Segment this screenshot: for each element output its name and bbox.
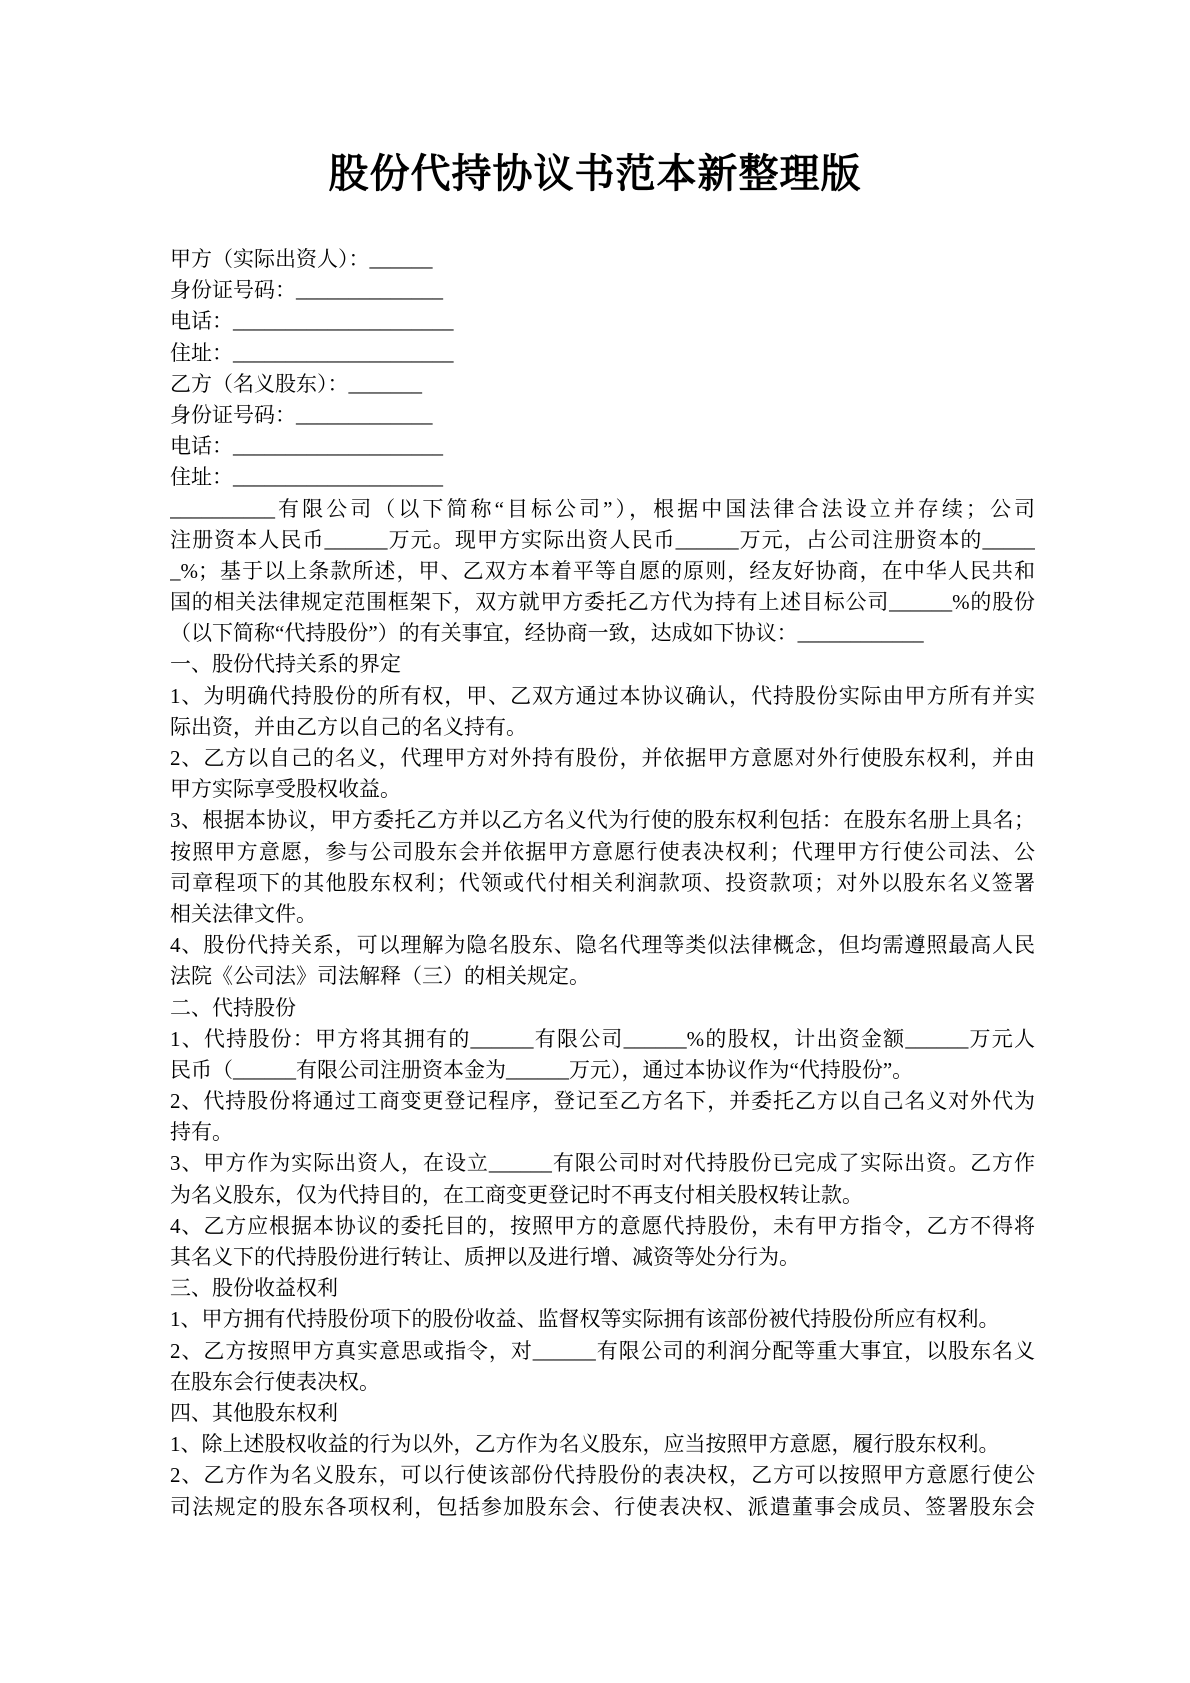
body-line: 1、甲方拥有代持股份项下的股份收益、监督权等实际拥有该部份被代持股份所应有权利。 [170, 1307, 1000, 1332]
body-line: 法院《公司法》司法解释（三）的相关规定。 [170, 964, 590, 989]
body-line: 司章程项下的其他股东权利；代领或代付相关利润款项、投资款项；对外以股东名义签署 [170, 870, 1035, 895]
body-line: 三、股份收益权利 [170, 1276, 338, 1301]
body-line: 注册资本人民币______万元。现甲方实际出资人民币______万元，占公司注册资本的_____ [170, 527, 1035, 552]
body-line: 2、乙方按照甲方真实意思或指令，对______有限公司的利润分配等重大事宜，以股东名义 [170, 1338, 1035, 1363]
body-line: 3、根据本协议，甲方委托乙方并以乙方名义代为行使的股东权利包括：在股东名册上具名； [170, 808, 1035, 833]
body-line: 四、其他股东权利 [170, 1400, 338, 1425]
body-line: （以下简称“代持股份”）的有关事宜，经协商一致，达成如下协议：____________ [170, 621, 924, 646]
body-line: 3、甲方作为实际出资人，在设立______有限公司时对代持股份已完成了实际出资。乙方作 [170, 1151, 1035, 1176]
body-line: 身份证号码：_____________ [170, 402, 433, 427]
body-line: 二、代持股份 [170, 995, 296, 1020]
body-line: 一、股份代持关系的界定 [170, 652, 401, 677]
document-body [170, 244, 1035, 1523]
body-line: 2、代持股份将通过工商变更登记程序，登记至乙方名下，并委托乙方以自己名义对外代为 [170, 1089, 1035, 1114]
body-line: 电话：____________________ [170, 434, 443, 459]
body-line: _%；基于以上条款所述，甲、乙双方本着平等自愿的原则，经友好协商，在中华人民共和 [170, 558, 1035, 583]
body-line: 为名义股东，仅为代持目的，在工商变更登记时不再支付相关股权转让款。 [170, 1182, 863, 1207]
body-line: 司法规定的股东各项权利，包括参加股东会、行使表决权、派遣董事会成员、签署股东会 [170, 1494, 1035, 1519]
body-line: 相关法律文件。 [170, 901, 317, 926]
body-line: 住址：____________________ [170, 465, 443, 490]
body-line: 乙方（名义股东）：_______ [170, 371, 422, 396]
body-line: 1、代持股份：甲方将其拥有的______有限公司______%的股权，计出资金额______万元人 [170, 1026, 1035, 1051]
body-line: 4、乙方应根据本协议的委托目的，按照甲方的意愿代持股份，未有甲方指令，乙方不得将 [170, 1213, 1035, 1238]
body-line: 1、除上述股权收益的行为以外，乙方作为名义股东，应当按照甲方意愿，履行股东权利。 [170, 1432, 1000, 1457]
body-line: 2、乙方作为名义股东，可以行使该部份代持股份的表决权，乙方可以按照甲方意愿行使公 [170, 1463, 1035, 1488]
body-line: 在股东会行使表决权。 [170, 1369, 380, 1394]
body-line: 持有。 [170, 1120, 233, 1145]
body-line: 1、为明确代持股份的所有权，甲、乙双方通过本协议确认，代持股份实际由甲方所有并实 [170, 683, 1035, 708]
body-line: 际出资，并由乙方以自己的名义持有。 [170, 714, 527, 739]
body-line: 其名义下的代持股份进行转让、质押以及进行增、减资等处分行为。 [170, 1245, 800, 1269]
body-line: 民币（______有限公司注册资本金为______万元），通过本协议作为“代持股份”。 [170, 1057, 914, 1082]
body-line: 住址：_____________________ [170, 340, 454, 365]
body-line: 甲方实际享受股权收益。 [170, 777, 401, 802]
body-line: 甲方（实际出资人）：______ [170, 247, 433, 271]
body-line: 国的相关法律规定范围框架下，双方就甲方委托乙方代为持有上述目标公司______%的股份 [170, 590, 1035, 615]
body-line: __________有限公司（以下简称“目标公司”），根据中国法律合法设立并存续；公司 [170, 496, 1035, 521]
body-line: 身份证号码：______________ [170, 278, 443, 303]
body-line: 电话：_____________________ [170, 309, 454, 334]
document-title: 股份代持协议书范本新整理版 [328, 151, 862, 196]
body-line: 2、乙方以自己的名义，代理甲方对外持有股份，并依据甲方意愿对外行使股东权利，并由 [170, 746, 1035, 770]
body-line: 4、股份代持关系，可以理解为隐名股东、隐名代理等类似法律概念，但均需遵照最高人民 [170, 933, 1035, 958]
body-line: 按照甲方意愿，参与公司股东会并依据甲方意愿行使表决权利；代理甲方行使公司法、公 [170, 839, 1035, 864]
